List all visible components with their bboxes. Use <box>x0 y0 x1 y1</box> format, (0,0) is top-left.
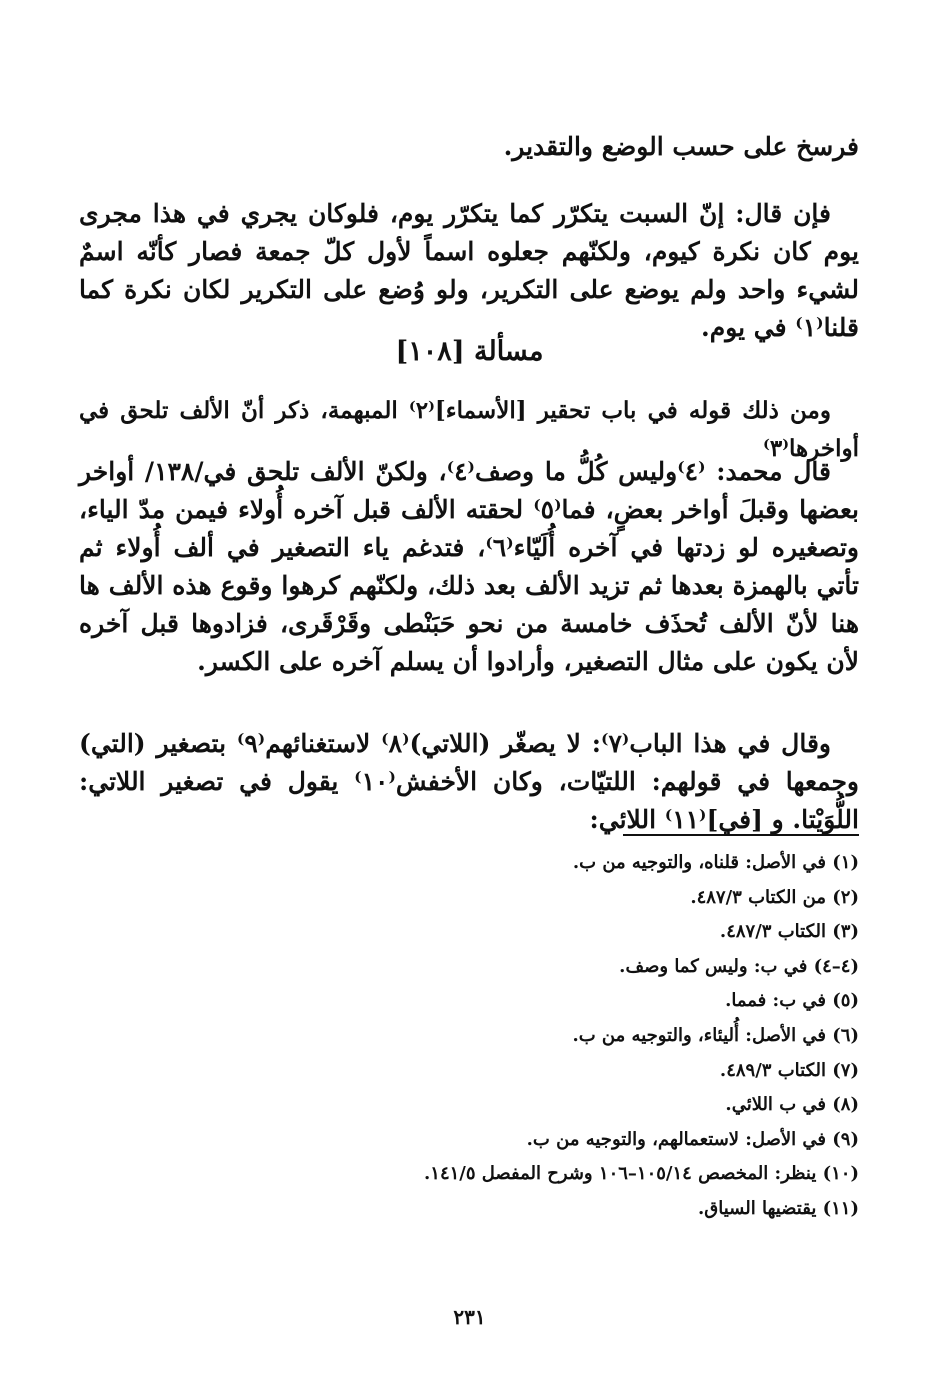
paragraph-muhammad <box>79 453 859 681</box>
paragraph-intro-text: ومن ذلك قوله في باب تحقير [الأسماء]⁽٢⁾ المبهمة، ذكر أنّ الألف تلحق في أواخرها⁽٣⁾ <box>79 397 859 462</box>
footnote-item: (٧) الكتاب ٤٨٩/٣. <box>719 1059 859 1081</box>
paragraph-continuation: فرسخ على حسب الوضع والتقدير. <box>503 132 859 161</box>
footnote-item: (٣) الكتاب ٤٨٧/٣. <box>719 921 859 943</box>
footnote-item: (٢) من الكتاب ٤٨٧/٣. <box>690 886 859 908</box>
paragraph-bab <box>79 725 859 839</box>
footnote-item: (٨) في ب اللائي. <box>725 1094 859 1116</box>
section-heading: مسألة [١٠٨] <box>395 336 544 367</box>
paragraph-objection <box>79 195 859 347</box>
footnote-item: (٩) في الأصل: لاستعمالهم، والتوجيه من ب. <box>526 1128 859 1150</box>
page-number: ٢٣١ <box>453 1305 486 1329</box>
footnote-item: (٦) في الأصل: أُليئاء، والتوجيه من ب. <box>572 1024 859 1046</box>
footnote-divider <box>623 834 859 836</box>
footnote-item: (٥) في ب: فمما. <box>725 990 859 1012</box>
footnote-item: (١) في الأصل: قلناه، والتوجيه من ب. <box>572 852 859 873</box>
footnote-item: (١١) يقتضيها السياق. <box>698 1197 859 1219</box>
footnotes-list <box>79 846 859 1227</box>
paragraph-muhammad-text: قال محمد: ⁽٤⁾وليس كُلُّ ما وصف⁽٤⁾، ولكنّ الألف تلحق في/١٣٨/ أواخر بعضها وقبلَ أواخر بعضٍ، فما⁽٥⁾ لحقته الألف قبل آخره أُولاء فيمن مدّ الياء، وتصغيره لو زدتها في آخره أُلَيّاء⁽٦⁾، فتدغم ياء التصغير في ألف أُولاء ثم تأتي بالهمزة بعدها ثم تزيد الألف بعد ذلك، ولكنّهم كرهوا وقوع هذه الألف ها هنا لأنّ الألف تُحذَف خامسة من نحو حَبَنْطى وقَرْقَرى، فزادوها قبل آخره لأن يكون على مثال التصغير، وأرادوا أن يسلم آخره على الكسر. <box>79 457 859 676</box>
paragraph-objection-text: فإن قال: إنّ السبت يتكرّر كما يتكرّر يوم، فلوكان يجري في هذا مجرى يوم كان نكرة كيوم، ولكنّهم جعلوه اسماً لأول كلّ جمعة فصار كأنّه اسمٌ لشيء واحد ولم يوضع على التكرير، ولو وُضع على التكرير لكان نكرة كما قلنا⁽١⁾ في يوم. <box>79 199 859 342</box>
paragraph-bab-text: وقال في هذا الباب⁽٧⁾: لا يصغّر (اللاتي)⁽٨⁾ لاستغنائهم⁽٩⁾ بتصغير (التي) وجمعها في قولهم: اللتيّات، وكان الأخفش⁽١٠⁾ يقول في تصغير اللاتي: اللُّوَيْتا. و [في]⁽١١⁾ اللائي: <box>79 729 859 834</box>
footnote-item: (١٠) ينظر: المخصص ١٠٥/١٤–١٠٦ وشرح المفصل ١٤١/٥. <box>424 1163 859 1185</box>
footnote-item: (٤–٤) في ب: وليس كما وصف. <box>619 955 859 977</box>
